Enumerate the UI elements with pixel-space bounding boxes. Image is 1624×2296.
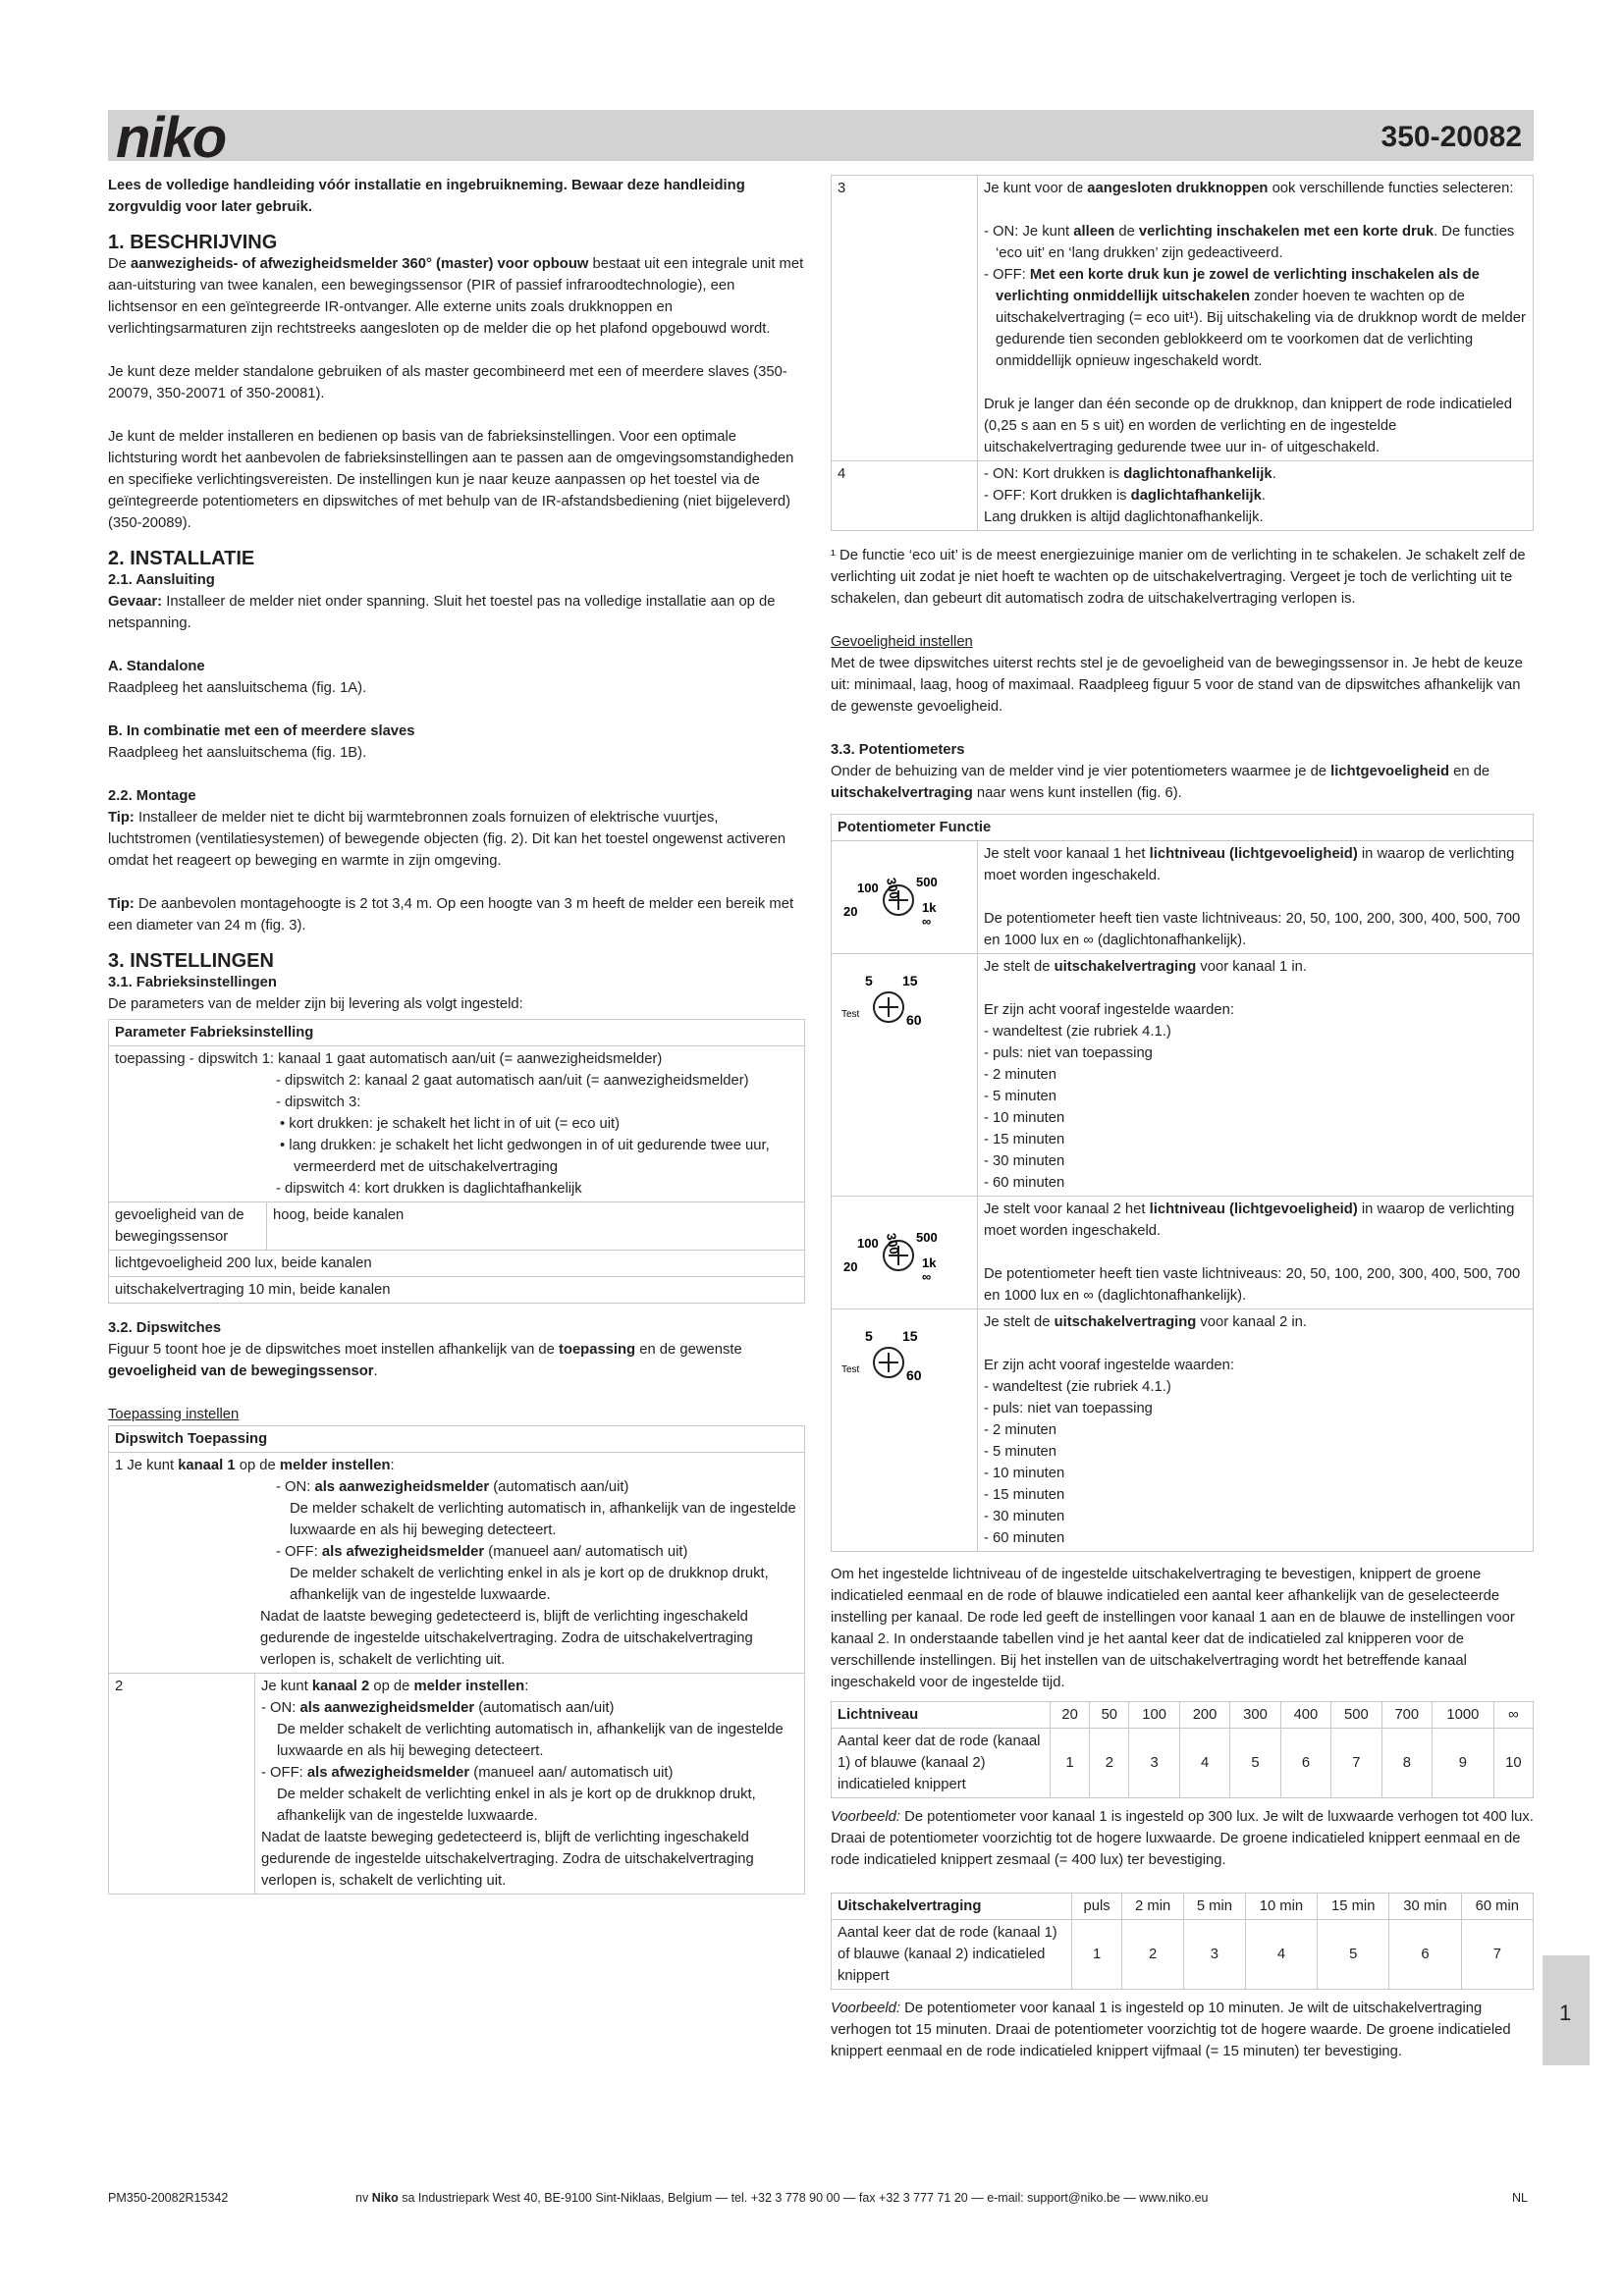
- left-column: [108, 175, 805, 1895]
- standalone-title: A. Standalone: [108, 659, 205, 674]
- lux-blink-count: 5: [1230, 1729, 1280, 1798]
- factory-row-light: lichtgevoeligheid 200 lux, beide kanalen: [109, 1251, 805, 1277]
- svg-text:100: 100: [857, 881, 879, 895]
- delay-col: 15 min: [1318, 1894, 1389, 1920]
- dipswitch-row-1: 1 Je kunt kanaal 1 op de melder instellen: - ON: als aanwezigheidsmelder (automatisch aan/uit) De melder schakelt de verlichting automatisch in, afhankelijk van de ingestelde luxwaarde en als hij beweging detecteert. - OFF: als afwezigheidsmelder (manueel aan/ automatisch uit) De melder schakelt de verlichting enkel in als je kort op de drukknop drukt, afhankelijk van de ingestelde luxwaarde. Nadat de laatste beweging gedetecteerd is, blijft de verlichting ingeschakeld gedurende de ingestelde uitschakelvertraging. Zodra de uitschakelvertraging verlopen is, schakelt de verlichting uit.: [109, 1453, 805, 1674]
- svg-text:15: 15: [902, 1328, 918, 1344]
- section-2-2-title: 2.2. Montage: [108, 788, 196, 804]
- svg-text:1k: 1k: [922, 900, 937, 915]
- lux-blink-count: 4: [1179, 1729, 1229, 1798]
- lux-col: 20: [1051, 1702, 1090, 1729]
- lux-blink-count: 3: [1129, 1729, 1179, 1798]
- lux-blink-count: 10: [1493, 1729, 1533, 1798]
- potentiometer-table-header: Potentiometer Functie: [832, 815, 1534, 841]
- delay-col: 30 min: [1389, 1894, 1461, 1920]
- factory-param-sensitivity: gevoeligheid van de bewegingssensor: [109, 1202, 267, 1251]
- section-3-3-text: Onder de behuizing van de melder vind je vier potentiometers waarmee je de lichtgevoeligheid en de uitschakelvertraging naar wens kunt instellen (fig. 6).: [831, 764, 1490, 801]
- factory-table-header: Parameter Fabrieksinstelling: [109, 1020, 805, 1046]
- right-column: [831, 175, 1534, 2062]
- footnote: ¹ De functie ‘eco uit’ is de meest energiezuinige manier om de verlichting in te schakelen. Je schakelt zelf de verlichting uit zodat je niet hoeft te wachten op de uitschakelvertraging. Vergeet je toch de verlichting uit te schakelen, dan gebeurt dit automatisch zodra de uitschakelvertraging verlopen is.: [831, 548, 1526, 607]
- delay-blink-count: 3: [1184, 1920, 1246, 1990]
- svg-text:1k: 1k: [922, 1255, 937, 1270]
- svg-text:300: 300: [884, 876, 902, 900]
- delay-blink-count: 6: [1389, 1920, 1461, 1990]
- lux-blink-count: 8: [1381, 1729, 1432, 1798]
- section-3-1-text: De parameters van de melder zijn bij levering als volgt ingesteld:: [108, 996, 523, 1012]
- footer-lang: NL: [1512, 2191, 1528, 2205]
- niko-logo: [114, 108, 281, 165]
- lux-blink-count: 1: [1051, 1729, 1090, 1798]
- lux-blink-table: [831, 1701, 1534, 1798]
- svg-text:300: 300: [884, 1231, 902, 1255]
- standalone-text: Raadpleeg het aansluitschema (fig. 1A).: [108, 680, 367, 696]
- lux-col: 300: [1230, 1702, 1280, 1729]
- delay-blink-count: 5: [1318, 1920, 1389, 1990]
- product-code: 350-20082: [1380, 121, 1522, 153]
- delay-blink-count: 4: [1245, 1920, 1317, 1990]
- section-2-1-title: 2.1. Aansluiting: [108, 572, 215, 588]
- dipswitch-num-4: 4: [832, 461, 978, 531]
- pot-lux-ch2: [832, 1197, 978, 1309]
- confirm-text: Om het ingestelde lichtniveau of de ingestelde uitschakelvertraging te bevestigen, knippert de groene indicatieled eenmaal en de rode of blauwe indicatieled een aantal keer afhankelijk van de geselecteerde instelling per kanaal. De rode led geeft de instellingen voor kanaal 1 aan en de blauwe de instellingen voor kanaal 2. In onderstaande tabellen vind je het aantal keer dat de indicatieled zal knipperen voor de verschillende instellingen. Bij het instellen van de uitschakelvertraging wordt het betreffende kanaal ingeschakeld voor de ingestelde tijd.: [831, 1567, 1515, 1690]
- lux-col: 50: [1090, 1702, 1129, 1729]
- section-1-para-3: Je kunt de melder installeren en bedienen op basis van de fabrieksinstellingen. Voor een optimale lichtsturing wordt het aanbevolen de fabrieksinstellingen aan te passen aan de omgevingsomstandigheden en specifieke verlichtingsvereisten. De instellingen kun je naar keuze aanpassen op het toestel via de geïntegreerde potentiometers en dipswitches of met behulp van de IR-afstandsbediening (niet bijgeleverd) (350-20089).: [108, 429, 794, 531]
- factory-value-sensitivity: hoog, beide kanalen: [267, 1202, 805, 1251]
- svg-text:5: 5: [865, 973, 873, 988]
- lux-col: 100: [1129, 1702, 1179, 1729]
- mounting-tip-1: Tip: Installeer de melder niet te dicht bij warmtebronnen zoals fornuizen of elektrische vuurtjes, luchtstromen (ventilatiesystemen) of bewegende objecten (fig. 2). Dit kan het toestel ongewenst activeren omdat het reageert op beweging en warmte in zijn omgeving.: [108, 810, 786, 869]
- dipswitch-row-2: Je kunt kanaal 2 op de melder instellen: - ON: als aanwezigheidsmelder (automatisch aan/uit) De melder schakelt de verlichting automatisch in, afhankelijk van de ingestelde luxwaarde en als hij beweging detecteert. - OFF: als afwezigheidsmelder (manueel aan/ automatisch uit) De melder schakelt de verlichting enkel in als je kort op de drukknop drukt, afhankelijk van de ingestelde luxwaarde. Nadat de laatste beweging gedetecteerd is, blijft de verlichting ingeschakeld gedurende de ingestelde uitschakelvertraging. Zodra de uitschakelvertraging verlopen is, schakelt de verlichting uit.: [255, 1674, 805, 1895]
- slaves-title: B. In combinatie met een of meerdere slaves: [108, 723, 415, 739]
- dipswitch-num-3: 3: [832, 176, 978, 461]
- section-3-2-title: 3.2. Dipswitches: [108, 1320, 222, 1336]
- section-3-title: 3. INSTELLINGEN: [108, 950, 274, 972]
- dipswitch-table-continued: [831, 175, 1534, 531]
- lux-dial-icon: [838, 843, 971, 937]
- section-3-2-text: Figuur 5 toont hoe je de dipswitches moet instellen afhankelijk van de toepassing en de gewenste gevoeligheid van de bewegingssensor.: [108, 1342, 742, 1379]
- section-2-title: 2. INSTALLATIE: [108, 548, 255, 569]
- header-bar: [108, 110, 1534, 161]
- delay-col: 5 min: [1184, 1894, 1246, 1920]
- section-3-1-title: 3.1. Fabrieksinstellingen: [108, 975, 277, 990]
- intro-text: Lees de volledige handleiding vóór installatie en ingebruikneming. Bewaar deze handleiding zorgvuldig voor later gebruik.: [108, 178, 745, 215]
- svg-text:60: 60: [906, 1012, 922, 1028]
- svg-text:niko: niko: [116, 108, 226, 165]
- pot-lux-ch1: [832, 841, 978, 954]
- svg-text:60: 60: [906, 1367, 922, 1383]
- pot-lux-ch1-function: Je stelt voor kanaal 1 het lichtniveau (lichtgevoeligheid) in waarop de verlichting moet worden ingeschakeld. De potentiometer heeft tien vaste lichtniveaus: 20, 50, 100, 200, 300, 400, 500, 700 en 1000 lux en ∞ (daglichtonafhankelijk).: [978, 841, 1534, 954]
- example-delay: Voorbeeld: De potentiometer voor kanaal 1 is ingesteld op 10 minuten. Je wilt de uitschakelvertraging verhogen tot 15 minuten. Draai de potentiometer voorzichtig tot de hogere waarde. De groene indicatieled knippert eenmaal en de rode indicatieled knippert vijfmaal (= 15 minuten) ter bevestiging.: [831, 2001, 1511, 2059]
- dipswitch-row-4: - ON: Kort drukken is daglichtonafhankelijk. - OFF: Kort drukken is daglichtafhankelijk. Lang drukken is altijd daglichtonafhankelijk.: [978, 461, 1534, 531]
- section-1-para-2: Je kunt deze melder standalone gebruiken of als master gecombineerd met een of meerdere slaves (350-20079, 350-20071 of 350-20081).: [108, 364, 787, 401]
- lux-blink-count: 2: [1090, 1729, 1129, 1798]
- pot-time-ch1-function: Je stelt de uitschakelvertraging voor kanaal 1 in. Er zijn acht vooraf ingestelde waarden: - wandeltest (zie rubriek 4.1.) - puls: niet van toepassing - 2 minuten - 5 minuten - 10 minuten - 15 minuten - 30 minuten - 60 minuten: [978, 954, 1534, 1197]
- svg-text:Test: Test: [841, 1364, 860, 1375]
- lux-blink-count: 6: [1280, 1729, 1330, 1798]
- page-number: 1: [1559, 2001, 1572, 2025]
- delay-col: 60 min: [1461, 1894, 1533, 1920]
- delay-blink-count: 1: [1072, 1920, 1122, 1990]
- delay-blink-count: 2: [1122, 1920, 1184, 1990]
- section-1-title: 1. BESCHRIJVING: [108, 232, 278, 253]
- factory-settings-table: [108, 1019, 805, 1304]
- svg-text:20: 20: [843, 904, 858, 919]
- svg-text:500: 500: [916, 1230, 938, 1245]
- lux-col: 400: [1280, 1702, 1330, 1729]
- svg-text:500: 500: [916, 875, 938, 889]
- svg-text:20: 20: [843, 1259, 858, 1274]
- delay-row-label: Aantal keer dat de rode (kanaal 1) of blauwe (kanaal 2) indicatieled knippert: [832, 1920, 1072, 1990]
- svg-text:Test: Test: [841, 1009, 860, 1020]
- dipswitch-row-3: Je kunt voor de aangesloten drukknoppen ook verschillende functies selecteren: - ON: Je kunt alleen de verlichting inschakelen met een korte druk. De functies ‘eco uit’ en ‘lang drukken’ zijn gedeactiveerd. - OFF: Met een korte druk kun je zowel de verlichting inschakelen als de verlichting onmiddellijk uitschakelen zonder hoeven te wachten op de uitschakelvertraging (= eco uit¹). Bij uitschakeling via de drukknop wordt de melder gedurende tien seconden geblokkeerd om te voorkomen dat de verlichting onmiddellijk opnieuw ingeschakeld wordt. Druk je langer dan één seconde op de drukknop, dan knippert de rode indicatieled (0,25 s aan en 5 s uit) en worden de verlichting en de ingestelde uitschakelvertraging gedurende twee uur in- of uitgeschakeld.: [978, 176, 1534, 461]
- svg-text:∞: ∞: [922, 1269, 932, 1284]
- lux-blink-count: 7: [1331, 1729, 1381, 1798]
- lux-col: ∞: [1493, 1702, 1533, 1729]
- lux-row-label: Aantal keer dat de rode (kanaal 1) of blauwe (kanaal 2) indicatieled knippert: [832, 1729, 1051, 1798]
- section-1-para-1: De aanwezigheids- of afwezigheidsmelder 360° (master) voor opbouw bestaat uit een integrale unit met aan-uitsturing van twee kanalen, een bewegingssensor (PIR of passief infraroodtechnologie), een lichtsensor en een geïntegreerde IR-ontvanger. Alle externe units zoals drukknoppen en verlichtingsarmaturen zijn rechtstreeks aangesloten op de melder die op het plafond opgebouwd wordt.: [108, 256, 804, 337]
- delay-blink-count: 7: [1461, 1920, 1533, 1990]
- slaves-text: Raadpleeg het aansluitschema (fig. 1B).: [108, 745, 367, 761]
- svg-text:∞: ∞: [922, 914, 932, 929]
- lux-col: 700: [1381, 1702, 1432, 1729]
- pot-time-ch2: [832, 1309, 978, 1552]
- footer-address: nv Niko sa Industriepark West 40, BE-9100 Sint-Niklaas, Belgium — tel. +32 3 778 90 00 — fax +32 3 777 71 20 — e-mail: support@niko.be — www.niko.eu: [355, 2191, 1209, 2205]
- mounting-tip-2: Tip: De aanbevolen montagehoogte is 2 tot 3,4 m. Op een hoogte van 3 m heeft de melder een bereik met een diameter van 24 m (fig. 3).: [108, 896, 794, 934]
- pot-lux-ch2-function: Je stelt voor kanaal 2 het lichtniveau (lichtgevoeligheid) in waarop de verlichting moet worden ingeschakeld. De potentiometer heeft tien vaste lichtniveaus: 20, 50, 100, 200, 300, 400, 500, 700 en 1000 lux en ∞ (daglichtonafhankelijk).: [978, 1197, 1534, 1309]
- section-3-3-title: 3.3. Potentiometers: [831, 742, 965, 758]
- delay-table-header: Uitschakelvertraging: [832, 1894, 1072, 1920]
- pot-time-ch2-function: Je stelt de uitschakelvertraging voor kanaal 2 in. Er zijn acht vooraf ingestelde waarden: - wandeltest (zie rubriek 4.1.) - puls: niet van toepassing - 2 minuten - 5 minuten - 10 minuten - 15 minuten - 30 minuten - 60 minuten: [978, 1309, 1534, 1552]
- lux-col: 500: [1331, 1702, 1381, 1729]
- svg-text:15: 15: [902, 973, 918, 988]
- danger-warning: Gevaar: Installeer de melder niet onder spanning. Sluit het toestel pas na volledige installatie aan op de netspanning.: [108, 594, 776, 631]
- factory-row-application: toepassing - dipswitch 1: kanaal 1 gaat automatisch aan/uit (= aanwezigheidsmelder) - dipswitch 2: kanaal 2 gaat automatisch aan/uit (= aanwezigheidsmelder) - dipswitch 3: • kort drukken: je schakelt het licht in of uit (= eco uit) • lang drukken: je schakelt het licht gedwongen in of uit gedurende twee uur, vermeerderd met de uitschakelvertraging - dipswitch 4: kort drukken is daglichtafhankelijk: [109, 1046, 805, 1202]
- svg-text:5: 5: [865, 1328, 873, 1344]
- dipswitch-table: [108, 1425, 805, 1895]
- sensitivity-subtitle: Gevoeligheid instellen: [831, 634, 973, 650]
- example-lux: Voorbeeld: De potentiometer voor kanaal 1 is ingesteld op 300 lux. Je wilt de luxwaarde verhogen tot 400 lux. Draai de potentiometer voorzichtig tot de hogere luxwaarde. De groene indicatieled knippert eenmaal en de rode indicatieled knippert zesmaal (= 400 lux) ter bevestiging.: [831, 1809, 1534, 1868]
- timer-dial-icon: [838, 956, 971, 1050]
- lux-dial-icon: [838, 1199, 971, 1293]
- delay-col: puls: [1072, 1894, 1122, 1920]
- application-subtitle: Toepassing instellen: [108, 1407, 240, 1422]
- pot-time-ch1: [832, 954, 978, 1197]
- dipswitch-num-2: 2: [109, 1674, 255, 1895]
- delay-col: 2 min: [1122, 1894, 1184, 1920]
- footer-ref: PM350-20082R15342: [108, 2191, 229, 2205]
- delay-col: 10 min: [1245, 1894, 1317, 1920]
- potentiometer-table: [831, 814, 1534, 1552]
- lux-table-header: Lichtniveau: [832, 1702, 1051, 1729]
- factory-row-delay: uitschakelvertraging 10 min, beide kanalen: [109, 1277, 805, 1304]
- lux-blink-count: 9: [1433, 1729, 1494, 1798]
- timer-dial-icon: [838, 1311, 971, 1406]
- delay-blink-table: [831, 1893, 1534, 1990]
- svg-text:100: 100: [857, 1236, 879, 1251]
- lux-col: 200: [1179, 1702, 1229, 1729]
- dipswitch-table-header: Dipswitch Toepassing: [109, 1426, 805, 1453]
- lux-col: 1000: [1433, 1702, 1494, 1729]
- sensitivity-text: Met de twee dipswitches uiterst rechts stel je de gevoeligheid van de bewegingssensor in. Je hebt de keuze uit: minimaal, laag, hoog of maximaal. Raadpleeg figuur 5 voor de stand van de dipswitches afhankelijk van de gewenste gevoeligheid.: [831, 656, 1523, 715]
